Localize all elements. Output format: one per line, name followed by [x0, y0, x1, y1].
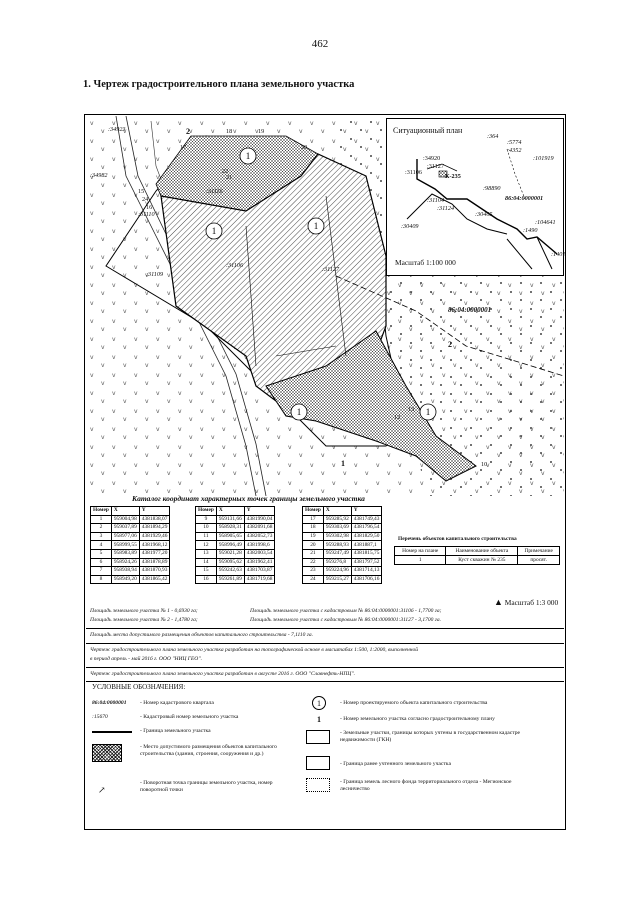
legend-object-circle: 1	[312, 696, 326, 710]
y-cell: 4381815,75	[351, 549, 382, 558]
point-number-cell: 7	[91, 567, 112, 576]
y-cell: 4382091,68	[244, 524, 275, 533]
situation-label: :1490	[523, 227, 538, 234]
y-cell: 4381990,04	[244, 515, 275, 524]
table-row	[196, 575, 275, 584]
table-row	[91, 567, 170, 576]
table-row	[303, 558, 382, 567]
col-header: X	[111, 507, 139, 516]
col-header: Номер	[196, 507, 217, 516]
col-header: Y	[244, 507, 275, 516]
y-cell: 4381878,89	[139, 558, 170, 567]
legend-text: - Номер проектируемого объекта капитального строительства	[340, 700, 488, 706]
situation-label: :30405	[475, 211, 493, 218]
legend-text: - Кадастровый номер земельного участка	[140, 714, 239, 720]
note-topo-1: Чертеж градостроительного плана земельного участка разработан на топографической основе в масштабах 1:500, 1:2000, выполненной	[90, 647, 419, 653]
situation-label: :31104	[427, 197, 445, 204]
scale-label: Масштаб 1:3 000	[504, 598, 559, 607]
x-cell: 958924,26	[111, 558, 139, 567]
table-row	[303, 575, 382, 584]
y-cell: 4381838,07	[139, 515, 170, 524]
parcel-label: :31110	[138, 211, 155, 218]
situation-label: :104641	[535, 219, 556, 226]
x-cell: 958996,49	[216, 541, 244, 550]
coords-table-3	[302, 506, 382, 584]
point-number-cell: 23	[303, 567, 324, 576]
table-row	[196, 532, 275, 541]
point-number-cell: 24	[303, 575, 324, 584]
situation-label: :30409	[401, 223, 419, 230]
col-header: Y	[139, 507, 170, 516]
objects-cell: Куст скважин № 235	[446, 556, 518, 565]
point-number: 18	[226, 128, 233, 135]
x-cell: 959131,66	[216, 515, 244, 524]
table-row	[196, 541, 275, 550]
point-number-cell: 18	[303, 524, 324, 533]
note-area-2: Площадь земельного участка № 2 - 1,4780 га;	[90, 617, 198, 623]
legend-text: - Граница ранее учтенного земельного участка	[340, 761, 451, 767]
x-cell: 959021,28	[216, 549, 244, 558]
y-cell: 4381796,54	[351, 524, 382, 533]
note-area-1: Площадь земельного участка № 1 - 0,6930 га;	[90, 608, 198, 614]
divider	[86, 667, 564, 668]
note-author: Чертеж градостроительного плана земельного участка разработан в августе 2016 г. ООО "Славнефть-НПЦ".	[90, 671, 356, 677]
legend-text: - Поворотная точка границы земельного участка, номер поворотной точки	[140, 780, 273, 793]
point-number-cell: 9	[196, 515, 217, 524]
objects-header: Примечание	[518, 547, 560, 556]
x-cell: 958977,06	[111, 532, 139, 541]
situation-label: :31124	[437, 205, 455, 212]
parcel-label: :31109	[146, 271, 164, 278]
y-cell: 4382003,54	[244, 549, 275, 558]
situation-label: :364	[487, 133, 499, 140]
situation-plan-title: Ситуационный план	[393, 126, 463, 135]
legend-text: - Земельные участки, границы которых учтены в государственном кадастре недвижимости (ГКН)	[340, 730, 521, 743]
y-cell: 4381829,50	[351, 532, 382, 541]
y-cell: 4381714,13	[351, 567, 382, 576]
note-area-cad-1: Площадь земельного участка с кадастровым № 86:04:0000001:31106 - 1,7700 га;	[250, 608, 442, 614]
y-cell: 4381719,68	[244, 575, 275, 584]
turn-point-icon: ↗	[98, 785, 106, 795]
table-row	[303, 549, 382, 558]
objects-header: Номер на плане	[395, 547, 446, 556]
point-number: 24	[142, 196, 149, 203]
point-number-cell: 20	[303, 541, 324, 550]
situation-label: :98890	[483, 185, 501, 192]
parcel-number-2-top: 2	[186, 127, 190, 136]
legend-text: - Граница земель лесного фонда территориального отдела - Мегионское лесничество	[340, 779, 512, 792]
catalog-title: Каталог координат характерных точек границы земельного участка	[132, 494, 365, 503]
y-cell: 4381929,46	[139, 532, 170, 541]
objects-cell: 1	[395, 556, 446, 565]
x-cell: 958938,94	[111, 567, 139, 576]
y-cell: 4381706,16	[351, 575, 382, 584]
x-cell: 959285,92	[323, 515, 351, 524]
parcel-label: :34982	[90, 172, 108, 179]
point-number: 13	[408, 406, 415, 413]
point-number-cell: 17	[303, 515, 324, 524]
situation-label: :5774	[507, 139, 522, 146]
objects-cell: просят.	[518, 556, 560, 565]
table-row	[303, 541, 382, 550]
table-row	[303, 532, 382, 541]
svg-text:1: 1	[313, 221, 319, 231]
point-number: 22	[222, 168, 229, 175]
situation-plan-scale: Масштаб 1:100 000	[395, 258, 456, 267]
table-row	[91, 541, 170, 550]
point-number-cell: 3	[91, 532, 112, 541]
situation-label: К-235	[445, 173, 461, 180]
point-number-cell: 4	[91, 541, 112, 550]
legend-prior-swatch	[306, 756, 330, 770]
divider	[86, 628, 564, 629]
divider	[86, 681, 564, 682]
y-cell: 4381998,6	[244, 541, 275, 550]
table-row	[303, 567, 382, 576]
legend-forest-swatch	[306, 778, 330, 792]
legend-hatch-swatch	[92, 744, 122, 762]
x-cell: 959276,8	[323, 558, 351, 567]
table-row	[91, 549, 170, 558]
situation-label: :31127	[427, 163, 444, 170]
x-cell: 959247,49	[323, 549, 351, 558]
note-placement-area: Площадь места допустимого размещения объектов капитального строительства - 7,1110 га.	[90, 632, 313, 638]
x-cell: 959261,89	[216, 575, 244, 584]
point-number-cell: 12	[196, 541, 217, 550]
table-row	[303, 524, 382, 533]
coords-table-2	[195, 506, 275, 584]
point-number-cell: 13	[196, 549, 217, 558]
parcel-label: :31106	[226, 262, 244, 269]
x-cell: 959288,93	[323, 541, 351, 550]
point-number-cell: 21	[303, 549, 324, 558]
x-cell: 959004,98	[111, 515, 139, 524]
x-cell: 959242,63	[216, 567, 244, 576]
y-cell: 4381797,52	[351, 558, 382, 567]
parcel-number-1-bottom: 1	[341, 459, 345, 468]
legend-parcel-number: 1	[317, 715, 321, 724]
legend-symbol-block: 86:04:0000001	[92, 700, 127, 706]
x-cell: 958983,89	[111, 549, 139, 558]
legend-boundary-line	[92, 731, 132, 733]
legend-symbol-parcel: :15670	[92, 714, 108, 720]
point-number: 16	[146, 204, 153, 211]
x-cell: 958999,55	[111, 541, 139, 550]
table-row	[91, 558, 170, 567]
y-cell: 4382052,73	[244, 532, 275, 541]
divider	[86, 643, 564, 644]
x-cell: 958928,31	[216, 524, 244, 533]
point-number-cell: 19	[303, 532, 324, 541]
y-cell: 4381962,41	[244, 558, 275, 567]
legend-text: - Номер кадастрового квартала	[140, 700, 214, 706]
note-topo-2: в период апрель - май 2016 г. ООО "НИЦ ГЕО".	[90, 656, 202, 662]
point-number-cell: 15	[196, 567, 217, 576]
table-row	[91, 575, 170, 584]
table-row	[196, 515, 275, 524]
y-cell: 4381749,43	[351, 515, 382, 524]
legend-text: - Номер земельного участка согласно градостроительному плану	[340, 716, 495, 722]
col-header: Номер	[303, 507, 324, 516]
parcel-number-2-right: 2	[448, 340, 452, 349]
y-cell: 4381887,1	[351, 541, 382, 550]
point-number-cell: 2	[91, 524, 112, 533]
point-number-cell: 11	[196, 532, 217, 541]
point-number: 10	[481, 461, 488, 468]
svg-text:1: 1	[211, 226, 217, 236]
legend-title: УСЛОВНЫЕ ОБОЗНАЧЕНИЯ:	[92, 683, 186, 691]
point-number-cell: 1	[91, 515, 112, 524]
point-number-cell: 8	[91, 575, 112, 584]
point-number: 20	[301, 144, 308, 151]
page-heading: 1. Чертеж градостроительного плана земельного участка	[83, 79, 355, 90]
main-scale	[494, 597, 558, 607]
situation-label: :31106	[405, 169, 422, 176]
point-number: 19	[258, 128, 265, 135]
x-cell: 959215,27	[323, 575, 351, 584]
point-number-cell: 10	[196, 524, 217, 533]
table-row	[196, 524, 275, 533]
point-number-cell: 14	[196, 558, 217, 567]
y-cell: 4381703,87	[244, 567, 275, 576]
situation-label: 86:04:0000001	[505, 195, 544, 202]
legend-gkn-swatch	[306, 730, 330, 744]
point-number: 15	[138, 188, 145, 195]
point-number: 17	[180, 144, 187, 151]
cadastral-block-label: 86:04:0000001	[448, 306, 492, 314]
point-number-cell: 22	[303, 558, 324, 567]
col-header: X	[323, 507, 351, 516]
situation-label: :4352	[507, 147, 522, 154]
col-header: Номер	[91, 507, 112, 516]
x-cell: 959303,69	[323, 524, 351, 533]
legend-text: - Место допустимого размещения объектов капитального строительства (здания, строения, сооружения и др.)	[140, 744, 277, 757]
x-cell: 958949,20	[111, 575, 139, 584]
legend-text: - Граница земельного участка	[140, 728, 211, 734]
objects-title: Перечень объектов капитального строительства	[398, 536, 517, 542]
objects-table	[394, 546, 560, 565]
table-row	[196, 558, 275, 567]
svg-text:1: 1	[296, 407, 302, 417]
x-cell: 959224,96	[323, 567, 351, 576]
table-row	[91, 524, 170, 533]
note-area-cad-2: Площадь земельного участка с кадастровым № 86:04:0000001:31127 - 3,1700 га.	[250, 617, 442, 623]
page-number: 462	[311, 38, 329, 50]
col-header: X	[216, 507, 244, 516]
objects-header: Наименование объекта	[446, 547, 518, 556]
parcel-label: :31127	[322, 266, 340, 273]
situation-label: :34920	[423, 155, 441, 162]
y-cell: 4381870,93	[139, 567, 170, 576]
y-cell: 4381894,29	[139, 524, 170, 533]
point-number: 12	[394, 414, 401, 421]
coords-table-1	[90, 506, 170, 584]
table-row	[196, 549, 275, 558]
point-number-cell: 16	[196, 575, 217, 584]
point-number: 21	[226, 174, 233, 181]
table-row	[91, 532, 170, 541]
point-number-cell: 5	[91, 549, 112, 558]
situation-plan	[386, 118, 564, 276]
situation-label: :101919	[533, 155, 554, 162]
situation-label: :1401	[551, 251, 566, 258]
parcel-label: :34923	[108, 126, 126, 133]
svg-text:1: 1	[425, 407, 431, 417]
col-header: Y	[351, 507, 382, 516]
table-row	[196, 567, 275, 576]
x-cell: 959302,98	[323, 532, 351, 541]
y-cell: 4381968,12	[139, 541, 170, 550]
x-cell: 959037,89	[111, 524, 139, 533]
parcel-label: :31116	[206, 188, 223, 195]
y-cell: 4381977,20	[139, 549, 170, 558]
table-row	[303, 515, 382, 524]
x-cell: 959095,62	[216, 558, 244, 567]
table-row	[91, 515, 170, 524]
x-cell: 958905,65	[216, 532, 244, 541]
svg-text:1: 1	[245, 151, 251, 161]
y-cell: 4381865,42	[139, 575, 170, 584]
point-number-cell: 6	[91, 558, 112, 567]
north-arrow-icon: ▲	[494, 597, 503, 607]
